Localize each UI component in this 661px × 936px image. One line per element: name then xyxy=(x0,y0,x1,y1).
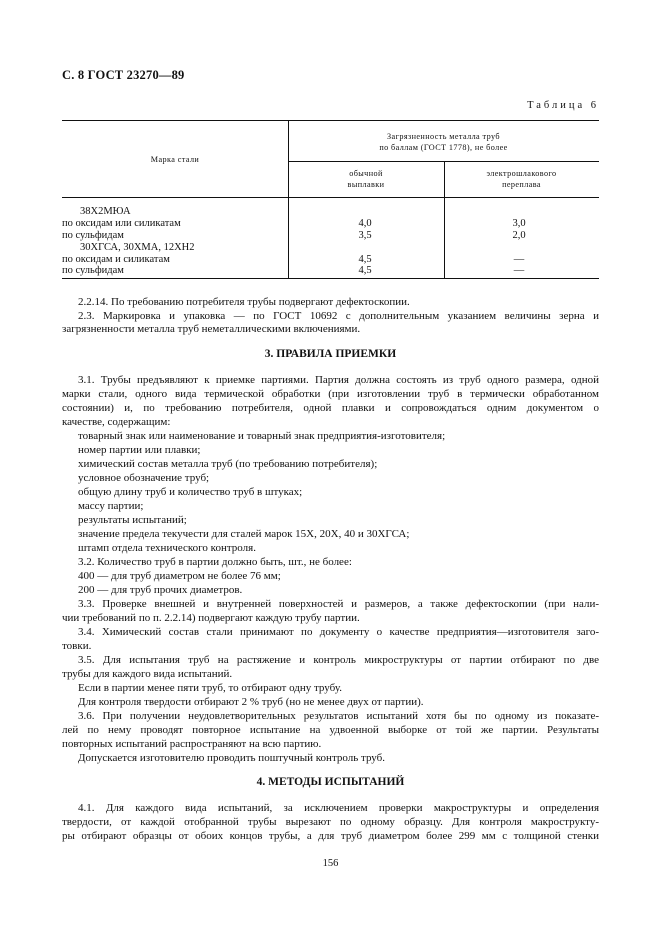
table-row-label: по сульфидам xyxy=(62,265,124,276)
paragraph-line: состоянии) и, по требованию потребителя, одной плавки и сопровождаться одним документом о xyxy=(62,402,599,414)
paragraph-line: 3.1. Трубы предъявляют к приемке партиями. Партия должна состоять из труб одного размера, одной xyxy=(78,374,599,386)
paragraph-line: ры отбирают образцы от обоих концов трубы, а для труб диаметром более 299 мм с толщиной стенки xyxy=(62,830,599,842)
paragraph-line: трубы для каждого вида испытаний. xyxy=(62,668,233,680)
paragraph-line: 4.1. Для каждого вида испытаний, за исключением проверки макроструктуры и определения xyxy=(78,802,599,814)
table-row-label: 30ХГСА, 30ХМА, 12ХН2 xyxy=(80,242,195,253)
header-open-melt-line1: обычной xyxy=(349,169,383,178)
table-top-rule xyxy=(62,120,599,121)
list-item: товарный знак или наименование и товарный знак предприятия-изготовителя; xyxy=(78,430,446,442)
paragraph-line: лей по нему проводят повторное испытание на удвоенной выборке от той же партии. Результаты xyxy=(62,724,599,736)
section-title: 4. МЕТОДЫ ИСПЫТАНИЙ xyxy=(256,776,405,788)
paragraph-line: Для контроля твердости отбирают 2 % труб (но не менее двух от партии). xyxy=(78,696,424,708)
header-contamination-line1: Загрязненность металла труб xyxy=(387,132,500,141)
paragraph-line: 3.2. Количество труб в партии должно быть, шт., не более: xyxy=(78,556,352,568)
paragraph-line: Если в партии менее пяти труб, то отбирают одну трубу. xyxy=(78,682,342,694)
list-item: результаты испытаний; xyxy=(78,514,187,526)
paragraph-line: Допускается изготовителю проводить поштучный контроль труб. xyxy=(78,752,385,764)
paragraph-line: 2.3. Маркировка и упаковка — по ГОСТ 10692 с дополнительным указанием величины зерна и xyxy=(78,310,599,322)
header-esr-line2: переплава xyxy=(502,180,541,189)
page-header: С. 8 ГОСТ 23270—89 xyxy=(62,68,185,82)
header-open-melt-line2: выплавки xyxy=(347,180,385,189)
list-item: значение предела текучести для сталей марок 15Х, 20Х, 40 и 30ХГСА; xyxy=(78,528,410,540)
table-cell-esr: — xyxy=(513,254,525,265)
page-number: 156 xyxy=(322,858,339,869)
table-bottom-rule xyxy=(62,278,599,279)
table-header-bottom-rule xyxy=(62,197,599,198)
table-cell-open: 4,5 xyxy=(358,265,372,276)
header-esr-line1: электрошлакового xyxy=(486,169,557,178)
paragraph-line: твердости, от каждой отобранной трубы вырезают по одному образцу. Для контроля макрострукту- xyxy=(62,816,599,828)
table-cell-open: 4,5 xyxy=(358,254,372,265)
paragraph-line: чии требований по п. 2.2.14) подвергают каждую трубу партии. xyxy=(62,612,360,624)
paragraph-line: 3.3. Проверке внешней и внутренней поверхностей и размеров, а также дефектоскопии (при нали- xyxy=(78,598,599,610)
list-item: условное обозначение труб; xyxy=(78,472,210,484)
table-caption: Таблица 6 xyxy=(527,100,599,111)
table-cell-open: 3,5 xyxy=(358,230,372,241)
list-item: массу партии; xyxy=(78,500,144,512)
list-item: общую длину труб и количество труб в штуках; xyxy=(78,486,303,498)
header-contamination-line2: по баллам (ГОСТ 1778), не более xyxy=(379,143,508,152)
table-row-label: по сульфидам xyxy=(62,230,124,241)
paragraph-line: 400 — для труб диаметром не более 76 мм; xyxy=(78,570,281,582)
paragraph-line: 200 — для труб прочих диаметров. xyxy=(78,584,243,596)
paragraph-line: марки стали, одного вида термической обработки (при изготовлении труб в термически обработанном xyxy=(62,388,599,400)
table-cell-open: 4,0 xyxy=(358,218,372,229)
paragraph-line: 3.5. Для испытания труб на растяжение и контроль микроструктуры от партии отбирают по две xyxy=(78,654,599,666)
paragraph-line: 3.6. При получении неудовлетворительных результатов испытаний хотя бы по одному из показате- xyxy=(78,710,599,722)
list-item: химический состав металла труб (по требованию потребителя); xyxy=(78,458,378,470)
paragraph-line: 3.4. Химический состав стали принимают по документу о качестве предприятия—изготовителя заго- xyxy=(78,626,599,638)
table-row-label: по оксидам и силикатам xyxy=(62,254,170,265)
header-steel-grade: Марка стали xyxy=(150,155,200,164)
table-cell-esr: 2,0 xyxy=(512,230,526,241)
table-cell-esr: 3,0 xyxy=(512,218,526,229)
section-title: 3. ПРАВИЛА ПРИЕМКИ xyxy=(264,348,397,360)
table-row-label: 38Х2МЮА xyxy=(80,206,131,217)
table-cell-esr: — xyxy=(513,265,525,276)
paragraph-line: повторных испытаний распространяют на всю партию. xyxy=(62,738,322,750)
table-row-label: по оксидам или силикатам xyxy=(62,218,181,229)
list-item: штамп отдела технического контроля. xyxy=(78,542,256,554)
paragraph-line: 2.2.14. По требованию потребителя трубы подвергают дефектоскопии. xyxy=(78,296,410,308)
paragraph-line: качестве, содержащим: xyxy=(62,416,171,428)
paragraph-line: загрязненности металла труб неметаллическими включениями. xyxy=(62,323,361,335)
list-item: номер партии или плавки; xyxy=(78,444,201,456)
paragraph-line: товки. xyxy=(62,640,92,652)
